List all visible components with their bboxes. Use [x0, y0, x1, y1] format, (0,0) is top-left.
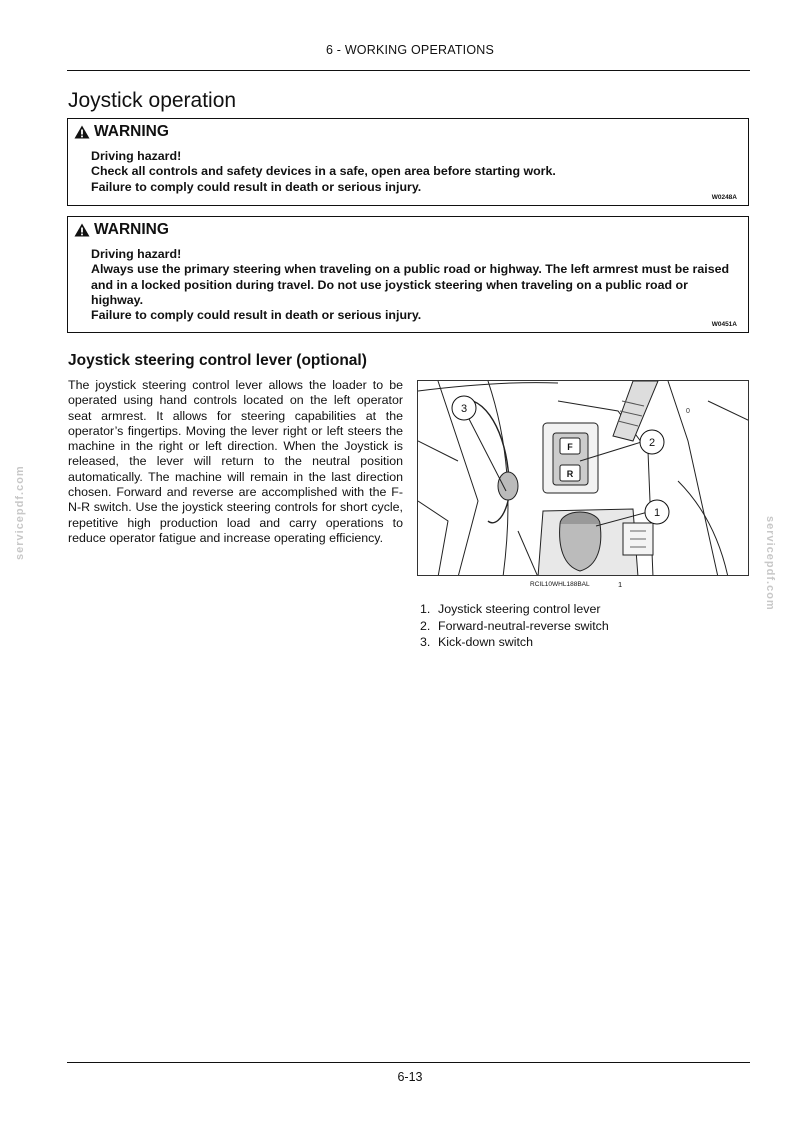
body-paragraph [68, 378, 403, 546]
callout-1 [645, 500, 669, 524]
page-number: 6-13 [397, 1070, 423, 1084]
watermark-right: servicepdf.com [764, 516, 776, 611]
warning-label: WARNING [94, 123, 169, 140]
switch-forward-letter: F [567, 442, 573, 452]
joystick-figure [417, 380, 749, 576]
callout-label: 2 [648, 437, 656, 449]
caption-text: Joystick steering control lever [438, 602, 601, 616]
joystick-illustration [418, 381, 749, 576]
warning-text [91, 247, 732, 323]
callout-label: 3 [460, 403, 468, 415]
warning-line: Check all controls and safety devices in a safe, open area before starting work. [91, 164, 556, 179]
figure-number: 1 [618, 580, 623, 589]
caption-text: Kick-down switch [438, 635, 534, 649]
small-mark: 0 [686, 408, 690, 415]
warning-heading [74, 221, 169, 239]
caption-text: Forward-neutral-reverse switch [438, 618, 609, 633]
switch-reverse-letter: R [566, 469, 574, 479]
list-item [420, 634, 609, 651]
watermark-left: servicepdf.com [14, 465, 26, 560]
list-item [420, 601, 609, 618]
header-rule [67, 70, 750, 71]
warning-line: Failure to comply could result in death or serious injury. [91, 179, 422, 194]
warning-hazard: Driving hazard! [91, 247, 182, 261]
chapter-header: 6 - WORKING OPERATIONS [325, 43, 495, 57]
warning-triangle-icon [74, 223, 90, 237]
warning-hazard: Driving hazard! [91, 149, 182, 163]
footer-rule [67, 1062, 750, 1063]
list-item [420, 618, 609, 635]
warning-code: W0451A [711, 321, 737, 328]
warning-code: W0248A [711, 194, 737, 201]
warning-line: Always use the primary steering when traveling on a public road or highway. The left armrest must be raised and in a locked position during travel. Do not use joystick steering when traveling on a public road or highway. [91, 262, 730, 307]
callout-2 [640, 430, 664, 454]
paragraph-text: The joystick steering control lever allows the loader to be operated using hand controls located on the left operator seat armrest. It allows for steering capabilities at the operator’s fingertips. Moving the lever right or left steers the machine in the right or left direction. When the Joystick is released, the lever will return to the neutral position automatically. The machine will remain in the last direction chosen. Forward and reverse are accomplished with the F-N-R switch. Use the joystick steering controls for short cycle, repetitive high production load and carry operations to reduce operator fatigue and increase operating efficiency. [68, 378, 403, 545]
warning-heading [74, 123, 169, 141]
warning-box-1 [67, 118, 749, 206]
warning-text [91, 149, 732, 195]
callout-label: 1 [653, 507, 661, 519]
figure-captions [420, 601, 609, 651]
warning-line: Failure to comply could result in death or serious injury. [91, 308, 422, 323]
page-title: Joystick operation [68, 89, 237, 112]
callout-3 [452, 396, 476, 420]
figure-code: RCIL10WHL188BAL [530, 581, 590, 588]
warning-triangle-icon [74, 125, 90, 139]
caption-number: 2. [420, 618, 431, 633]
section-title: Joystick steering control lever (optional) [68, 352, 367, 369]
warning-label: WARNING [94, 221, 169, 238]
caption-number: 3. [420, 635, 431, 649]
warning-box-2 [67, 216, 749, 333]
caption-number: 1. [420, 602, 431, 616]
